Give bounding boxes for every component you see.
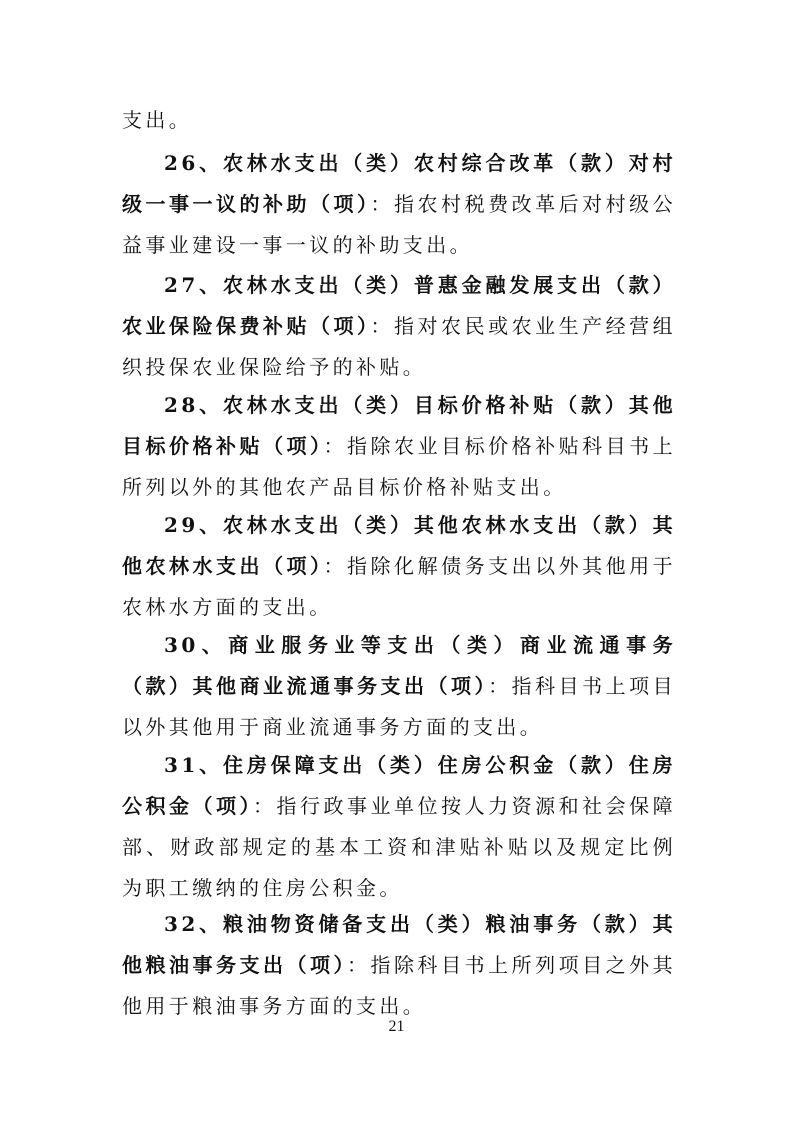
paragraph-29 — [122, 505, 676, 628]
paragraph-heading: 28、农林水支出（类）目标价格补贴（款）其他目标价格补贴（项） — [122, 393, 676, 458]
paragraph-body: ：指科目书上项目以外其他用于商业流通事务方面的支出。 — [122, 674, 676, 739]
paragraph-body: ：指对农民或农业生产经营组织投保农业保险给予的补贴。 — [122, 314, 676, 379]
paragraph-28 — [122, 385, 676, 508]
continuation-body: 支出。 — [122, 108, 193, 132]
paragraph-heading: 31、住房保障支出（类）住房公积金（款）住房公积金（项） — [122, 753, 676, 818]
paragraph-body: ：指除化解债务支出以外其他用于农林水方面的支出。 — [122, 554, 677, 619]
paragraph-heading: 30、商业服务业等支出（类）商业流通事务（款）其他商业流通事务支出（项） — [122, 633, 676, 698]
paragraph-32 — [122, 904, 676, 1027]
paragraph-body: ：指除科目书上所列项目之外其他用于粮油事务方面的支出。 — [122, 953, 676, 1018]
paragraph-30 — [122, 625, 676, 748]
continuation-text — [122, 100, 676, 141]
paragraph-heading: 26、农林水支出（类）农村综合改革（款）对村级一事一议的补助（项） — [122, 151, 676, 216]
paragraph-31 — [122, 745, 676, 909]
paragraph-body: ：指除农业目标价格补贴科目书上所列以外的其他农产品目标价格补贴支出。 — [122, 434, 677, 499]
paragraph-heading: 27、农林水支出（类）普惠金融发展支出（款）农业保险保费补贴（项） — [122, 273, 676, 338]
paragraph-body: ：指行政事业单位按人力资源和社会保障部、财政部规定的基本工资和津贴补贴以及规定比例为职工缴纳的住房公积金。 — [122, 794, 676, 900]
paragraph-heading: 32、粮油物资储备支出（类）粮油事务（款）其他粮油事务支出（项） — [122, 912, 676, 977]
paragraph-body: ：指农村税费改革后对村级公益事业建设一事一议的补助支出。 — [122, 192, 676, 257]
paragraph-27 — [122, 265, 676, 388]
paragraph-26 — [122, 143, 676, 266]
paragraph-heading: 29、农林水支出（类）其他农林水支出（款）其他农林水支出（项） — [122, 513, 676, 578]
page-number: 21 — [388, 1018, 405, 1035]
